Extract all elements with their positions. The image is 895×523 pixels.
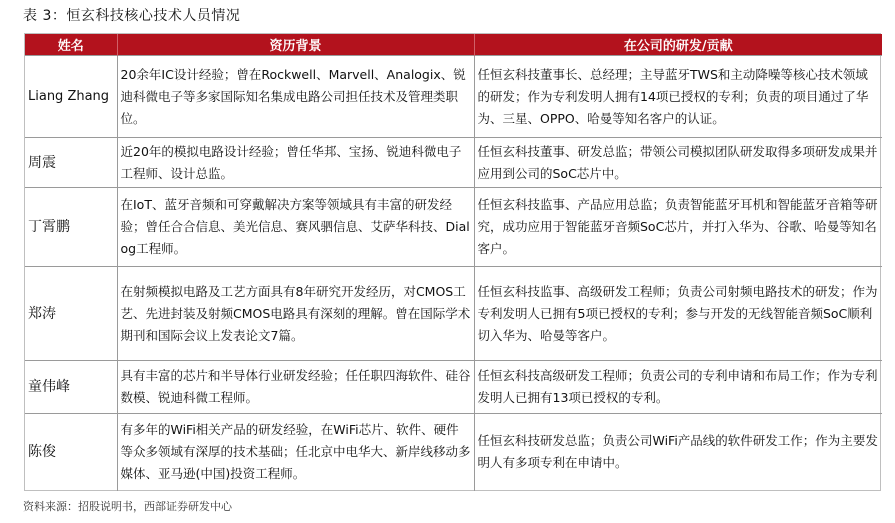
person-background: 近20年的模拟电路设计经验；曾任华邦、宝扬、锐迪科微电子工程师、设计总监。 — [117, 138, 474, 188]
person-contribution: 任恒玄科技董事、研发总监；带领公司模拟团队研发取得多项研发成果并应用到公司的SoC芯片中。 — [474, 138, 882, 188]
table-row — [25, 188, 882, 267]
table-row — [25, 267, 882, 361]
person-contribution: 任恒玄科技监事、产品应用总监；负责智能蓝牙耳机和智能蓝牙音箱等研究，成功应用于智能蓝牙音频SoC芯片，并打入华为、谷歌、哈曼等知名客户。 — [474, 188, 882, 267]
table-header-row — [25, 34, 882, 56]
person-contribution: 任恒玄科技高级研发工程师；负责公司的专利申请和布局工作；作为专利发明人已拥有13项已授权的专利。 — [474, 361, 882, 414]
header-background: 资历背景 — [117, 34, 474, 56]
person-background: 20余年IC设计经验；曾在Rockwell、Marvell、Analogix、锐迪科微电子等多家国际知名集成电路公司担任技术及管理类职位。 — [117, 56, 474, 138]
person-name: 丁霄鹏 — [25, 188, 117, 267]
header-contribution: 在公司的研发/贡献 — [474, 34, 882, 56]
source-note: 资料来源：招股说明书，西部证券研发中心 — [23, 500, 232, 513]
personnel-table-container — [24, 33, 881, 491]
table-title: 表 3：恒玄科技核心技术人员情况 — [23, 8, 241, 24]
person-name: 郑涛 — [25, 267, 117, 361]
person-background: 在射频模拟电路及工艺方面具有8年研究开发经历，对CMOS工艺、先进封装及射频CMOS电路具有深刻的理解。曾在国际学术期刊和国际会议上发表论文7篇。 — [117, 267, 474, 361]
header-name: 姓名 — [25, 34, 117, 56]
table-row — [25, 414, 882, 491]
person-contribution: 任恒玄科技监事、高级研发工程师；负责公司射频电路技术的研发；作为专利发明人已拥有5项已授权的专利；参与开发的无线智能音频SoC顺利切入华为、哈曼等客户。 — [474, 267, 882, 361]
table-row — [25, 56, 882, 138]
person-contribution: 任恒玄科技研发总监；负责公司WiFi产品线的软件研发工作；作为主要发明人有多项专利在申请中。 — [474, 414, 882, 491]
table-row — [25, 361, 882, 414]
person-background: 在IoT、蓝牙音频和可穿戴解决方案等领域具有丰富的研发经验；曾任合合信息、美光信息、赛风驷信息、艾萨华科技、Dialog工程师。 — [117, 188, 474, 267]
person-contribution: 任恒玄科技董事长、总经理；主导蓝牙TWS和主动降噪等核心技术领域的研发；作为专利发明人拥有14项已授权的专利；负责的项目通过了华为、三星、OPPO、哈曼等知名客户的认证。 — [474, 56, 882, 138]
personnel-table — [25, 34, 882, 491]
person-background: 有多年的WiFi相关产品的研发经验，在WiFi芯片、软件、硬件等众多领域有深厚的技术基础；任北京中电华大、新岸线移动多媒体、亚马逊(中国)投资工程师。 — [117, 414, 474, 491]
person-background: 具有丰富的芯片和半导体行业研发经验；任任职四海软件、硅谷数模、锐迪科微工程师。 — [117, 361, 474, 414]
person-name: 童伟峰 — [25, 361, 117, 414]
person-name: Liang Zhang — [25, 56, 117, 138]
person-name: 陈俊 — [25, 414, 117, 491]
person-name: 周震 — [25, 138, 117, 188]
table-row — [25, 138, 882, 188]
